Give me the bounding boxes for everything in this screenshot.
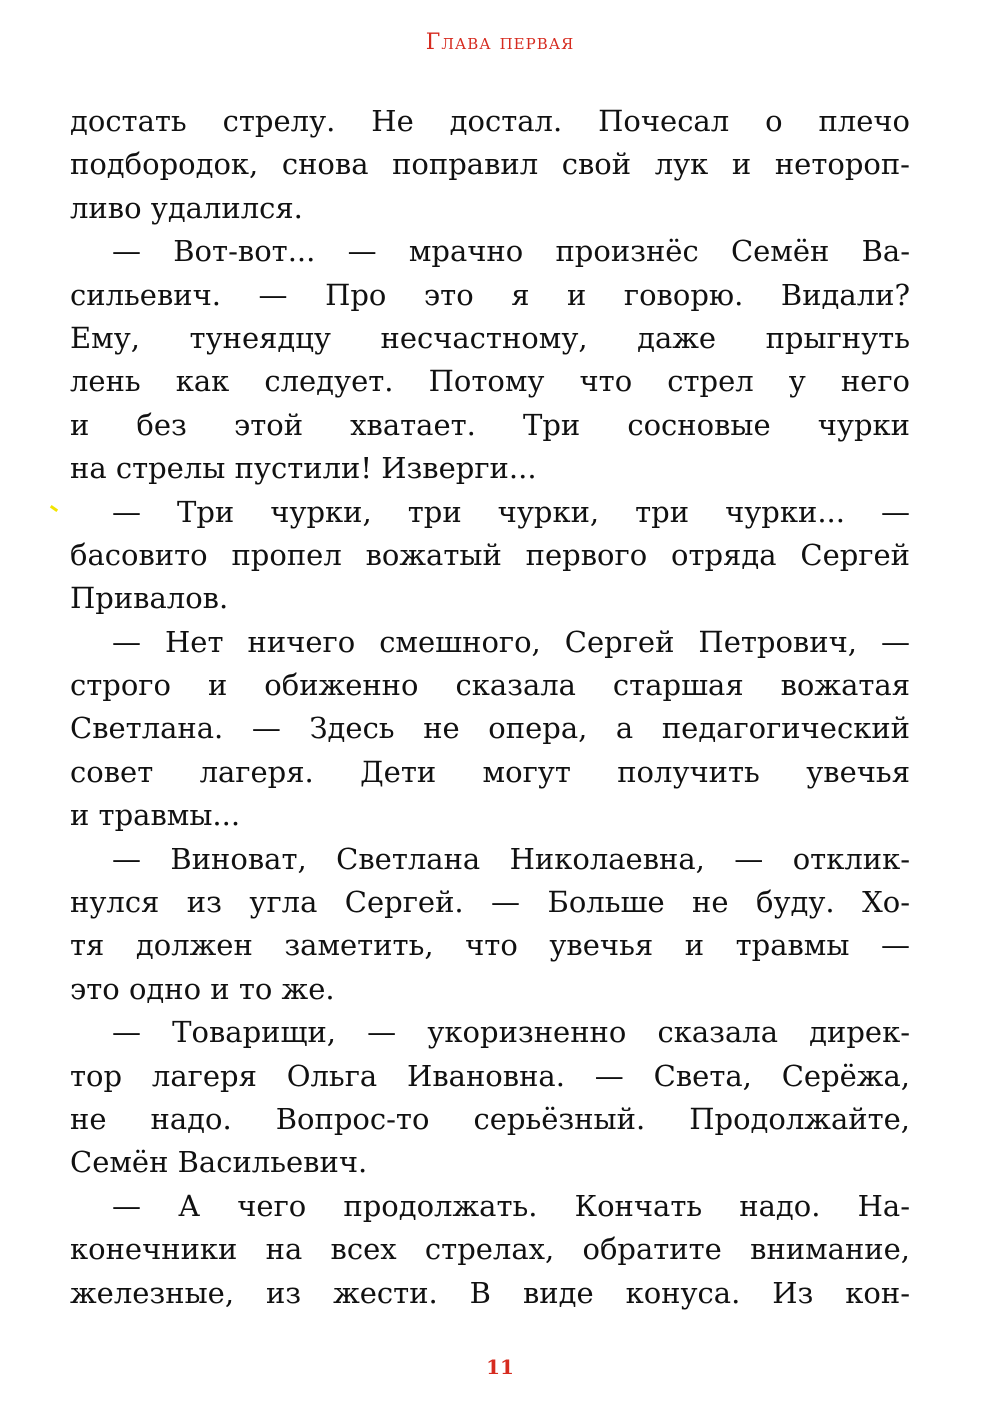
text-line: — Виноват, Светлана Николаевна, — отклик- [112,841,910,876]
text-line: достать стрелу. Не достал. Почесал о плечо [70,104,910,138]
text-line: строго и обиженно сказала старшая вожатая [70,668,910,703]
text-line: лень как следует. Потому что стрел у него [70,364,910,399]
body-text [70,100,910,1315]
highlight-mark [50,505,58,512]
text-line: тор лагеря Ольга Ивановна. — Света, Серёжа, [70,1058,910,1093]
text-line: тя должен заметить, что увечья и травмы — [70,928,910,963]
text-line: это одно и то же. [70,971,335,1006]
text-line: и без этой хватает. Три сосновые чурки [70,407,910,442]
text-line: Светлана. — Здесь не опера, а педагогический [70,711,910,746]
text-line: на стрелы пустили! Изверги... [70,451,537,486]
text-line: Ему, тунеядцу несчастному, даже прыгнуть [70,320,910,355]
running-head: Глава первая [425,30,575,55]
text-line: Семён Васильевич. [70,1145,368,1180]
page-number: 11 [486,1355,514,1379]
text-line: Привалов. [70,581,229,616]
text-line: — Три чурки, три чурки, три чурки... — [112,494,910,529]
text-line: — А чего продолжать. Кончать надо. На- [112,1188,910,1223]
text-line: — Нет ничего смешного, Сергей Петрович, — [112,624,910,659]
text-line: и травмы... [70,798,241,833]
text-line: ливо удалился. [70,190,303,225]
text-line: — Товарищи, — укоризненно сказала дирек- [112,1015,910,1050]
text-line: подбородок, снова поправил свой лук и нетороп- [70,147,910,182]
text-line: сильевич. — Про это я и говорю. Видали? [70,277,910,312]
text-line: конечники на всех стрелах, обратите внимание, [70,1232,910,1267]
text-line: совет лагеря. Дети могут получить увечья [70,754,910,789]
text-line: железные, из жести. В виде конуса. Из кон- [70,1275,910,1310]
text-line: басовито пропел вожатый первого отряда Сергей [70,537,910,572]
text-line: нулся из угла Сергей. — Больше не буду. Хо- [70,885,910,920]
text-line: — Вот-вот... — мрачно произнёс Семён Ва- [112,234,910,269]
text-line: не надо. Вопрос-то серьёзный. Продолжайте, [70,1101,910,1136]
